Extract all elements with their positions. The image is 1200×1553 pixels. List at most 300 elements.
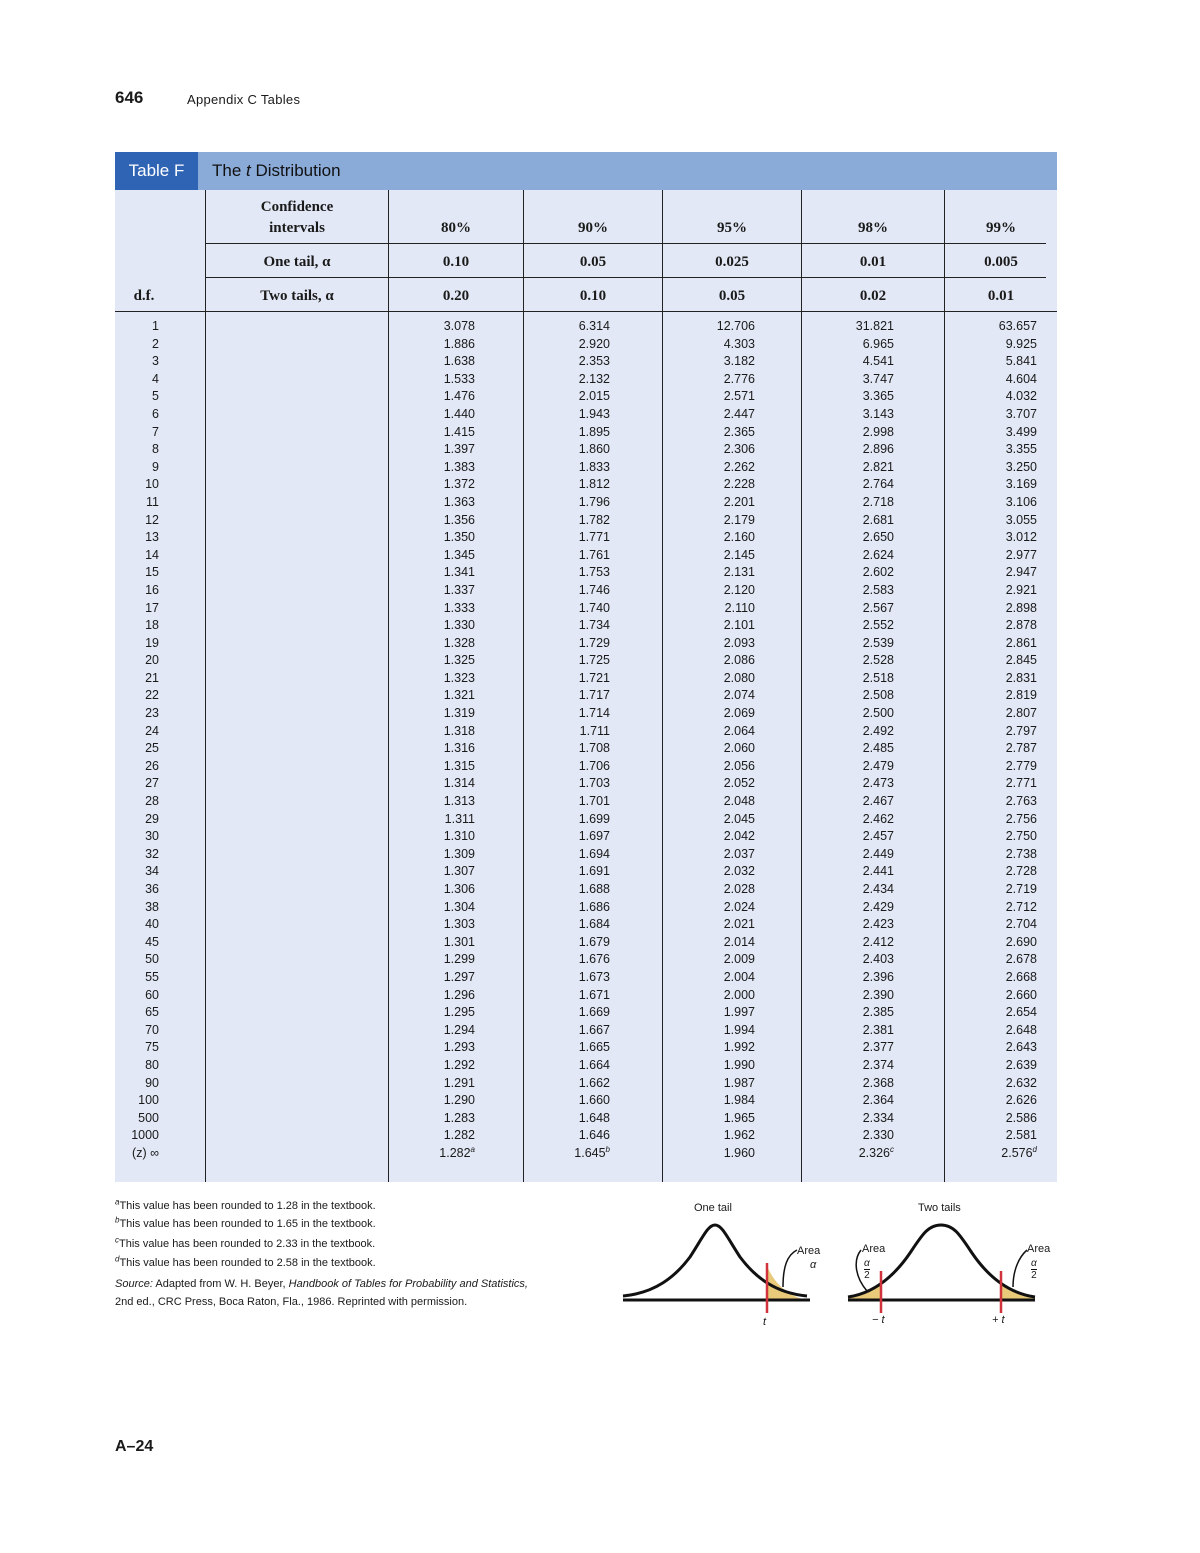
table-cell: 1.987 [723,1075,755,1090]
page-footer: A–24 [115,1438,154,1455]
table-cell: 2.021 [723,917,755,932]
table-cell: 1.746 [578,582,610,597]
table-cell: 2.000 [723,987,755,1002]
one-tail-label: One tail, α [263,254,331,270]
table-cell: 1.350 [443,530,475,545]
table-cell: 2.567 [862,600,894,615]
df-cell: 75 [145,1040,159,1055]
table-cell: 2.719 [1005,882,1037,896]
one-tail-area-symbol: α [810,1259,817,1271]
table-cell: 1.833 [578,459,610,474]
table-cell: 1.282$^a$ [439,1144,475,1160]
df-cell: 40 [145,917,159,932]
negative-t-label: − t [872,1314,885,1326]
table-cell: 2.624 [862,547,894,562]
table-cell: 2.009 [723,952,755,967]
table-cell: 2.101 [723,618,755,633]
table-cell: 1.323 [443,670,475,685]
table-cell: 2.681 [862,512,894,527]
table-cell: 4.303 [723,336,755,351]
table-cell: 1.330 [443,618,475,633]
table-cell: 1.303 [443,917,475,932]
table-cell: 6.965 [862,336,894,351]
df-cell: 27 [145,776,159,791]
df-cell: 15 [145,565,159,580]
table-cell: 1.301 [443,934,475,949]
table-cell: 1.990 [723,1057,755,1072]
t-column-90 [524,318,610,1163]
table-cell: 2.385 [862,1005,894,1020]
table-cell: 2.042 [723,829,755,844]
table-cell: 2.779 [1005,758,1037,773]
table-cell: 5.841 [1005,354,1037,369]
table-cell: 1.703 [578,776,610,791]
table-cell: 1.753 [578,565,610,580]
df-cell: 26 [145,758,159,773]
table-cell: 1.328 [443,635,475,650]
table-cell: 1.325 [443,653,475,668]
df-cell: 25 [145,741,159,756]
df-cell: 32 [145,846,159,861]
table-cell: 2.485 [862,741,894,756]
table-cell: 2.977 [1005,547,1037,562]
df-cell: 36 [145,882,159,896]
source-line-1: Source: Adapted from W. H. Beyer, Handbook of Tables for Probability and Statistics, [115,1278,528,1290]
two-tails-figure [848,1225,1035,1313]
table-cell: 1.669 [578,1005,610,1020]
table-cell: 1.321 [443,688,475,703]
table-cell: 2.776 [723,371,755,386]
one-tail-figure [623,1225,810,1313]
table-cell: 2.654 [1005,1005,1037,1020]
table-title: The t Distribution [212,161,341,180]
table-cell: 1.313 [443,794,475,809]
table-cell: 1.701 [578,794,610,809]
t-column-98 [802,318,894,1163]
table-cell: 1.290 [443,1093,475,1108]
table-cell: 3.365 [862,389,894,404]
df-cell: 5 [152,389,159,404]
table-cell: 2.080 [723,670,755,685]
table-cell: 1.734 [578,618,610,633]
table-cell: 2.479 [862,758,894,773]
table-cell: 1.673 [578,969,610,984]
table-cell: 1.638 [443,354,475,369]
footnote-d: $^d$This value has been rounded to 2.58 in the textbook. [115,1254,376,1269]
table-cell: 1.660 [578,1093,610,1108]
df-cell: 38 [145,899,159,914]
table-cell: 2.423 [862,917,894,932]
table-cell: 1.318 [443,723,475,738]
df-cell: 28 [145,794,159,809]
table-cell: 1.311 [444,811,475,826]
table-cell: 1.383 [443,459,475,474]
table-cell: 2.015 [578,389,610,404]
table-cell: 3.078 [443,319,475,333]
table-cell: 2.643 [1005,1040,1037,1055]
df-label: d.f. [133,288,155,304]
df-cell: 20 [145,653,159,668]
df-cell: 11 [146,494,159,509]
two-tails-label: Two tails, α [260,288,334,304]
table-cell: 2.048 [723,794,755,809]
footnote-a: $^a$This value has been rounded to 1.28 in the textbook. [115,1197,376,1212]
df-cell: 23 [145,706,159,721]
table-cell: 2.330 [862,1128,894,1143]
table-cell: 1.994 [723,1022,755,1037]
df-cell: 70 [145,1022,159,1037]
table-cell: 1.291 [443,1075,475,1090]
table-cell: 3.169 [1005,477,1037,492]
table-cell: 1.860 [578,442,610,457]
confidence-95: 95% [717,220,747,236]
df-cell: 14 [145,547,159,562]
table-cell: 1.667 [578,1022,610,1037]
distribution-figures [615,1215,1055,1335]
table-cell: 2.947 [1005,565,1037,580]
table-cell: 2.052 [723,776,755,791]
table-cell: 1.363 [443,494,475,509]
table-cell: 2.764 [862,477,894,492]
table-cell: 3.707 [1005,406,1037,421]
table-cell: 1.304 [443,899,475,914]
table-cell: 1.440 [443,406,475,421]
positive-t-label: + t [992,1314,1005,1326]
right-area-label: Area [1027,1243,1051,1255]
table-cell: 6.314 [578,319,610,333]
table-cell: 1.306 [443,882,475,896]
df-cell: 13 [145,530,159,545]
df-cell: 12 [145,512,159,527]
two-tails-0.10: 0.10 [579,288,607,304]
table-cell: 12.706 [716,319,755,333]
df-column [115,318,159,1163]
one-tail-0.005: 0.005 [984,254,1018,270]
table-cell: 2.878 [1005,618,1037,633]
table-cell: 1.711 [579,723,610,738]
table-cell: 1.294 [443,1022,475,1037]
one-tail-0.01: 0.01 [859,254,887,270]
table-cell: 3.355 [1005,442,1037,457]
footnote-b: $^b$This value has been rounded to 1.65 in the textbook. [115,1215,376,1230]
table-cell: 1.694 [578,846,610,861]
table-cell: 1.665 [578,1040,610,1055]
two-tails-curve [848,1225,1035,1297]
df-cell: (z) ∞ [132,1145,159,1160]
table-cell: 2.539 [862,635,894,650]
table-cell: 3.250 [1005,459,1037,474]
df-cell: 65 [145,1005,159,1020]
table-cell: 1.307 [443,864,475,879]
table-cell: 2.429 [862,899,894,914]
table-cell: 1.476 [443,389,475,404]
confidence-99: 99% [986,220,1016,236]
table-cell: 1.997 [723,1005,755,1020]
table-cell: 1.706 [578,758,610,773]
table-cell: 2.093 [723,635,755,650]
table-cell: 4.604 [1005,371,1037,386]
table-cell: 2.920 [578,336,610,351]
df-cell: 19 [145,635,159,650]
table-cell: 1.796 [578,494,610,509]
table-cell: 4.032 [1005,389,1037,404]
table-cell: 1.646 [578,1128,610,1143]
table-cell: 2.449 [862,846,894,861]
table-cell: 2.377 [862,1040,894,1055]
table-cell: 31.821 [855,319,894,333]
df-cell: 6 [152,406,159,421]
table-cell: 1.337 [443,582,475,597]
table-cell: 2.581 [1005,1128,1037,1143]
table-cell: 2.668 [1005,969,1037,984]
df-cell: 24 [145,723,159,738]
table-cell: 1.721 [578,670,610,685]
table-cell: 2.131 [723,565,755,580]
table-cell: 4.541 [862,354,894,369]
df-cell: 55 [145,969,159,984]
table-cell: 2.678 [1005,952,1037,967]
table-cell: 1.310 [443,829,475,844]
table-cell: 1.984 [723,1093,755,1108]
one-tail-0.05: 0.05 [579,254,607,270]
table-cell: 1.717 [578,688,610,703]
table-cell: 2.262 [723,459,755,474]
table-cell: 2.500 [862,706,894,721]
table-cell: 2.447 [723,406,755,421]
table-cell: 2.807 [1005,706,1037,721]
df-cell: 29 [145,811,159,826]
table-cell: 1.533 [443,371,475,386]
left-area-label: Area [862,1243,886,1255]
table-cell: 2.032 [723,864,755,879]
df-cell: 16 [145,582,159,597]
two-tails-0.20: 0.20 [442,288,470,304]
table-cell: 2.898 [1005,600,1037,615]
table-cell: 2.037 [723,846,755,861]
two-tails-figure-title: Two tails [918,1202,961,1214]
footnote-mark: b [605,1144,610,1154]
table-cell: 1.372 [443,477,475,492]
table-cell: 2.845 [1005,653,1037,668]
table-cell: 1.684 [578,917,610,932]
table-cell: 2.998 [862,424,894,439]
two-tails-0.01: 0.01 [987,288,1015,304]
footnote-mark: a [470,1144,475,1154]
table-cell: 2.896 [862,442,894,457]
table-cell: 2.056 [723,758,755,773]
table-cell: 2.602 [862,565,894,580]
df-cell: 17 [145,600,159,615]
df-cell: 7 [152,424,159,439]
table-cell: 1.415 [443,424,475,439]
header-rule [205,277,1046,278]
table-cell: 2.024 [723,899,755,914]
table-cell: 2.132 [578,371,610,386]
table-cell: 2.921 [1005,582,1037,597]
table-cell: 2.861 [1005,635,1037,650]
table-cell: 1.671 [578,987,610,1002]
df-cell: 3 [152,354,159,369]
table-cell: 2.797 [1005,723,1037,738]
df-cell: 500 [138,1110,159,1125]
table-label: Table F [115,152,198,190]
one-tail-area-pointer [783,1250,797,1287]
table-cell: 2.821 [862,459,894,474]
table-cell: 2.160 [723,530,755,545]
table-cell: 1.295 [443,1005,475,1020]
df-cell: 1000 [131,1128,159,1143]
table-cell: 2.004 [723,969,755,984]
t-column-95 [663,318,755,1163]
table-cell: 2.326$^c$ [858,1144,894,1160]
table-cell: 2.441 [862,864,894,879]
table-cell: 2.626 [1005,1093,1037,1108]
table-cell: 2.650 [862,530,894,545]
table-cell: 1.960 [723,1145,755,1160]
table-cell: 2.179 [723,512,755,527]
table-cell: 2.639 [1005,1057,1037,1072]
running-head: Appendix C Tables [187,92,301,107]
table-cell: 2.353 [578,354,610,369]
table-cell: 1.895 [578,424,610,439]
table-cell: 3.106 [1005,494,1037,509]
table-cell: 3.055 [1005,512,1037,527]
table-cell: 2.831 [1005,670,1037,685]
table-cell: 2.586 [1005,1110,1037,1125]
left-area-fraction: α 2 [864,1258,870,1281]
confidence-98: 98% [858,220,888,236]
table-cell: 2.064 [723,723,755,738]
right-area-pointer [1013,1250,1027,1287]
table-cell: 2.660 [1005,987,1037,1002]
df-cell: 10 [145,477,159,492]
table-cell: 1.333 [443,600,475,615]
one-tail-0.025: 0.025 [715,254,749,270]
table-cell: 2.571 [723,389,755,404]
table-cell: 1.316 [443,741,475,756]
df-cell: 4 [152,371,159,386]
table-cell: 1.697 [578,829,610,844]
table-cell: 1.886 [443,336,475,351]
table-cell: 2.368 [862,1075,894,1090]
t-column-80 [389,318,475,1163]
table-cell: 1.729 [578,635,610,650]
table-cell: 1.725 [578,653,610,668]
table-cell: 1.299 [443,952,475,967]
table-cell: 2.648 [1005,1022,1037,1037]
table-cell: 1.314 [443,776,475,791]
one-tail-area-label: Area [797,1245,821,1257]
footnote-c: $^c$This value has been rounded to 2.33 in the textbook. [115,1235,376,1250]
table-cell: 1.812 [578,477,610,492]
df-cell: 34 [145,864,159,879]
table-cell: 1.688 [578,882,610,896]
table-cell: 2.718 [862,494,894,509]
table-cell: 2.201 [723,494,755,509]
column-rule [205,190,206,1182]
table-cell: 2.365 [723,424,755,439]
table-cell: 1.740 [578,600,610,615]
table-cell: 1.662 [578,1075,610,1090]
df-cell: 2 [152,336,159,351]
df-cell: 1 [152,319,159,333]
df-cell: 30 [145,829,159,844]
table-cell: 1.714 [578,706,610,721]
table-cell: 3.012 [1005,530,1037,545]
table-cell: 2.690 [1005,934,1037,949]
df-cell: 60 [145,987,159,1002]
table-cell: 1.943 [578,406,610,421]
table-cell: 1.664 [578,1057,610,1072]
df-cell: 45 [145,934,159,949]
table-cell: 2.306 [723,442,755,457]
footnote-mark: d [1032,1144,1037,1154]
one-tail-0.10: 0.10 [442,254,470,270]
table-cell: 1.679 [578,934,610,949]
footnote-mark: c [890,1144,894,1154]
table-cell: 1.962 [723,1128,755,1143]
table-cell: 1.771 [578,530,610,545]
table-cell: 2.069 [723,706,755,721]
table-cell: 2.086 [723,653,755,668]
table-cell: 1.761 [578,547,610,562]
df-cell: 21 [145,670,159,685]
table-cell: 1.699 [578,811,610,826]
table-cell: 2.473 [862,776,894,791]
table-cell: 1.686 [578,899,610,914]
df-cell: 100 [138,1093,159,1108]
table-cell: 2.728 [1005,864,1037,879]
table-cell: 2.381 [862,1022,894,1037]
table-cell: 3.747 [862,371,894,386]
table-cell: 2.819 [1005,688,1037,703]
table-cell: 2.750 [1005,829,1037,844]
table-cell: 1.691 [578,864,610,879]
table-cell: 1.283 [443,1110,475,1125]
table-cell: 2.028 [723,882,755,896]
table-cell: 3.182 [723,354,755,369]
df-cell: 50 [145,952,159,967]
table-cell: 1.708 [578,741,610,756]
table-cell: 2.060 [723,741,755,756]
table-cell: 2.712 [1005,899,1037,914]
table-cell: 1.309 [443,846,475,861]
table-cell: 2.552 [862,618,894,633]
table-cell: 1.296 [443,987,475,1002]
table-cell: 2.756 [1005,811,1037,826]
table-cell: 2.457 [862,829,894,844]
table-cell: 2.412 [862,934,894,949]
confidence-90: 90% [578,220,608,236]
table-cell: 1.965 [723,1110,755,1125]
table-cell: 2.738 [1005,846,1037,861]
table-cell: 2.396 [862,969,894,984]
table-cell: 2.110 [724,600,755,615]
table-cell: 2.787 [1005,741,1037,756]
one-tail-t-label: t [763,1316,767,1328]
t-column-99 [945,318,1037,1163]
df-cell: 9 [152,459,159,474]
table-cell: 2.145 [723,547,755,562]
table-cell: 63.657 [998,319,1037,333]
table-cell: 2.374 [862,1057,894,1072]
table-cell: 2.403 [862,952,894,967]
table-cell: 1.293 [443,1040,475,1055]
table-cell: 1.782 [578,512,610,527]
table-cell: 2.583 [862,582,894,597]
confidence-label-line1: Confidence [260,199,334,215]
table-cell: 2.120 [723,582,755,597]
